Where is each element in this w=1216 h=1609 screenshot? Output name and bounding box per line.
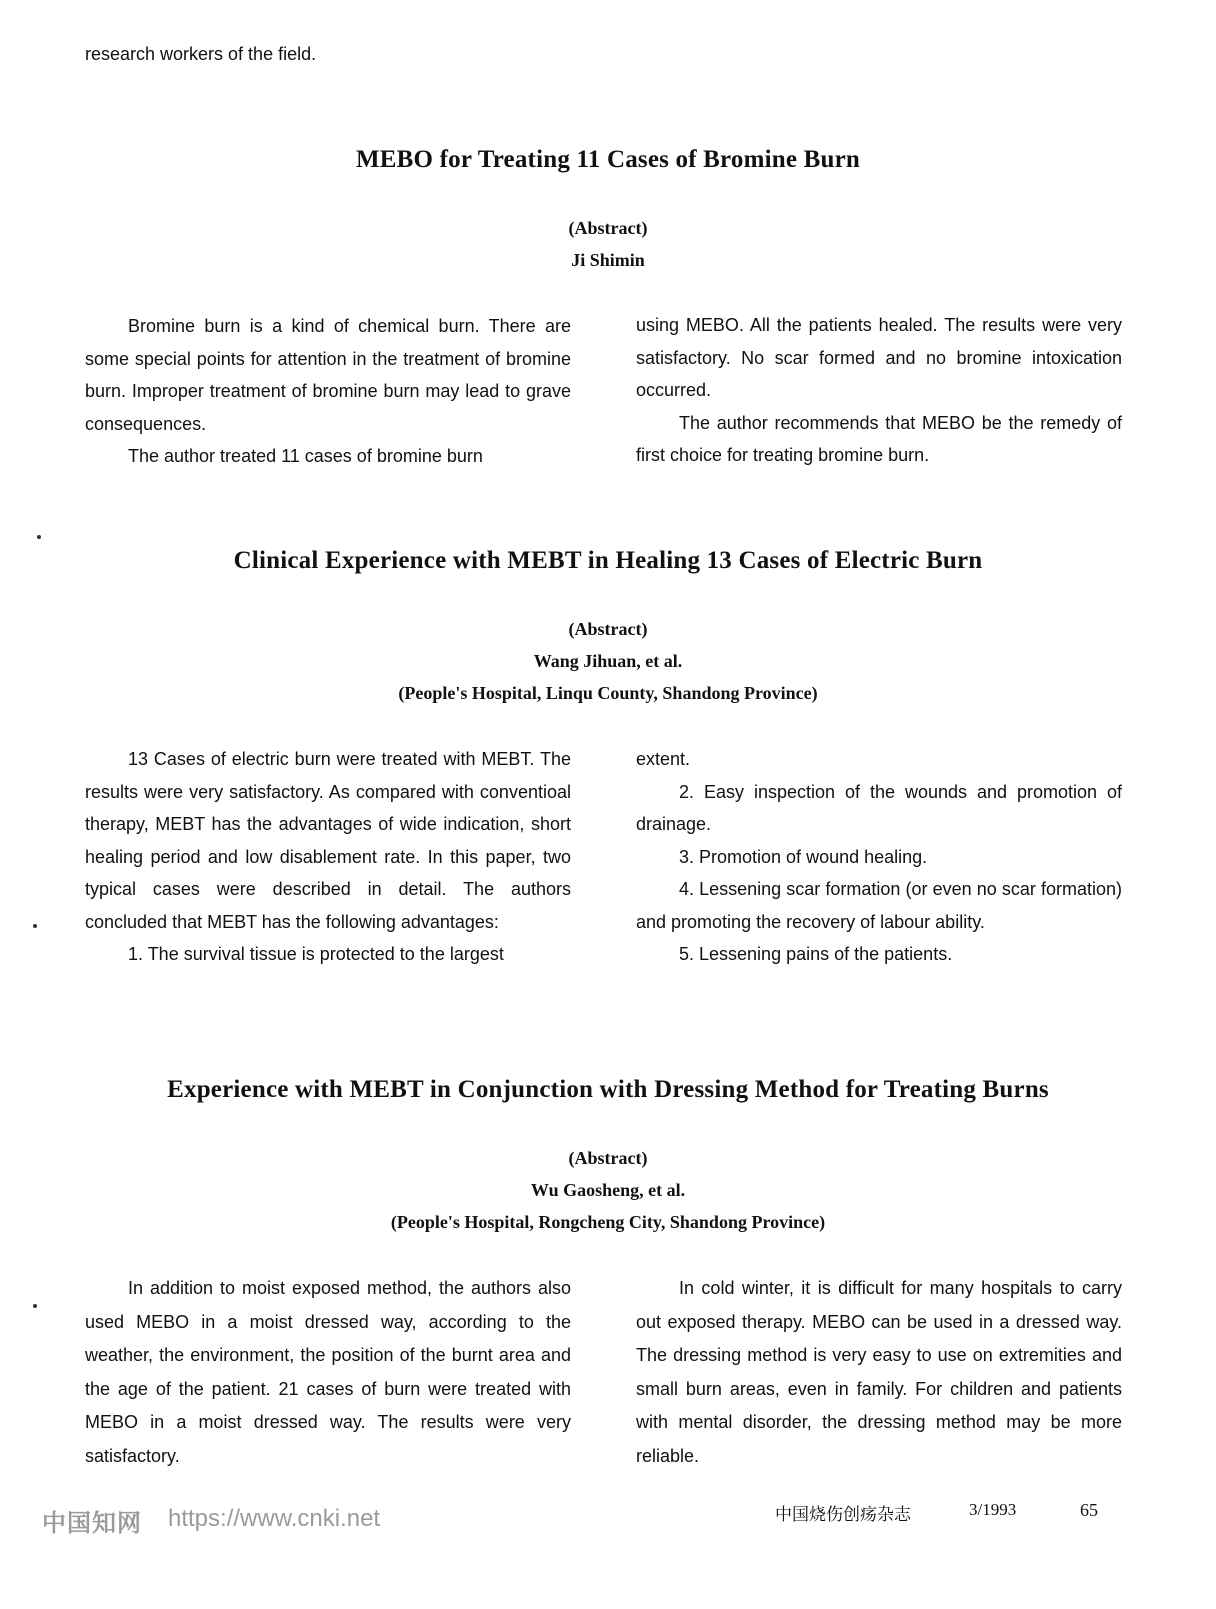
paragraph: extent.: [636, 749, 691, 769]
paragraph: using MEBO. All the patients healed. The results were very satisfactory. No scar formed and no bromine intoxication occurred.: [636, 315, 1122, 400]
paragraph: In cold winter, it is difficult for many hospitals to carry out exposed therapy. MEBO can be used in a dressed way. The dressing method is very easy to use on extremities and small burn areas, even in family. For children and patients with mental disorder, the dressing method may be more reliable.: [636, 1278, 1122, 1466]
article-3-affiliation: (People's Hospital, Rongcheng City, Shandong Province): [390, 1212, 826, 1232]
article-3-left-column: [85, 1272, 571, 1473]
article-2-title: Clinical Experience with MEBT in Healing 13 Cases of Electric Burn: [233, 547, 983, 574]
page-number: 65: [1080, 1500, 1098, 1520]
list-item: 4. Lessening scar formation (or even no scar formation) and promoting the recovery of labour ability.: [636, 879, 1122, 932]
carryover-text: research workers of the field.: [85, 44, 317, 64]
paragraph: 1. The survival tissue is protected to the largest: [128, 944, 504, 964]
article-3-title: Experience with MEBT in Conjunction with Dressing Method for Treating Burns: [167, 1076, 1049, 1103]
scan-mark: [37, 535, 41, 539]
article-1-right-column: [636, 309, 1122, 472]
scan-mark: [33, 924, 37, 928]
journal-name: 中国烧伤创疡杂志: [775, 1505, 911, 1524]
article-1-abstract-label: (Abstract): [568, 218, 648, 238]
list-item: 5. Lessening pains of the patients.: [679, 944, 953, 964]
article-1-title: MEBO for Treating 11 Cases of Bromine Burn: [355, 146, 861, 173]
article-1-left-column: [85, 310, 571, 473]
article-1-author: Ji Shimin: [571, 250, 645, 270]
article-2-right-column: [636, 743, 1122, 971]
paragraph: The author treated 11 cases of bromine burn: [128, 446, 483, 466]
issue-number: 3/1993: [969, 1500, 1017, 1519]
list-item: 3. Promotion of wound healing.: [679, 846, 928, 867]
article-2-abstract-label: (Abstract): [568, 619, 648, 639]
paragraph: 13 Cases of electric burn were treated with MEBT. The results were very satisfactory. As compared with conventioal therapy, MEBT has the advantages of wide indication, short healing period and low disablement rate. In this paper, two typical cases were described in detail. The authors concluded that MEBT has the following advantages:: [85, 749, 571, 932]
paragraph: In addition to moist exposed method, the authors also used MEBO in a moist dressed way, according to the weather, the environment, the position of the burnt area and the age of the patient. 21 cases of burn were treated with MEBO in a moist dressed way. The results were very satisfactory.: [85, 1278, 571, 1466]
scan-mark: [33, 1304, 37, 1308]
article-3-author: Wu Gaosheng, et al.: [530, 1180, 686, 1200]
article-3-abstract-label: (Abstract): [568, 1148, 648, 1168]
article-2-left-column: [85, 743, 571, 971]
list-item: 2. Easy inspection of the wounds and promotion of drainage.: [636, 781, 1122, 834]
article-2-affiliation: (People's Hospital, Linqu County, Shandong Province): [398, 683, 818, 703]
article-3-right-column: [636, 1272, 1122, 1473]
paragraph: The author recommends that MEBO be the remedy of first choice for treating bromine burn.: [636, 412, 1122, 465]
cnki-url: https://www.cnki.net: [168, 1505, 381, 1532]
cnki-logo: 中国知网: [42, 1510, 142, 1537]
article-2-author: Wang Jihuan, et al.: [533, 651, 683, 671]
paragraph: Bromine burn is a kind of chemical burn. There are some special points for attention in the treatment of bromine burn. Improper treatment of bromine burn may lead to grave consequences.: [85, 316, 571, 434]
